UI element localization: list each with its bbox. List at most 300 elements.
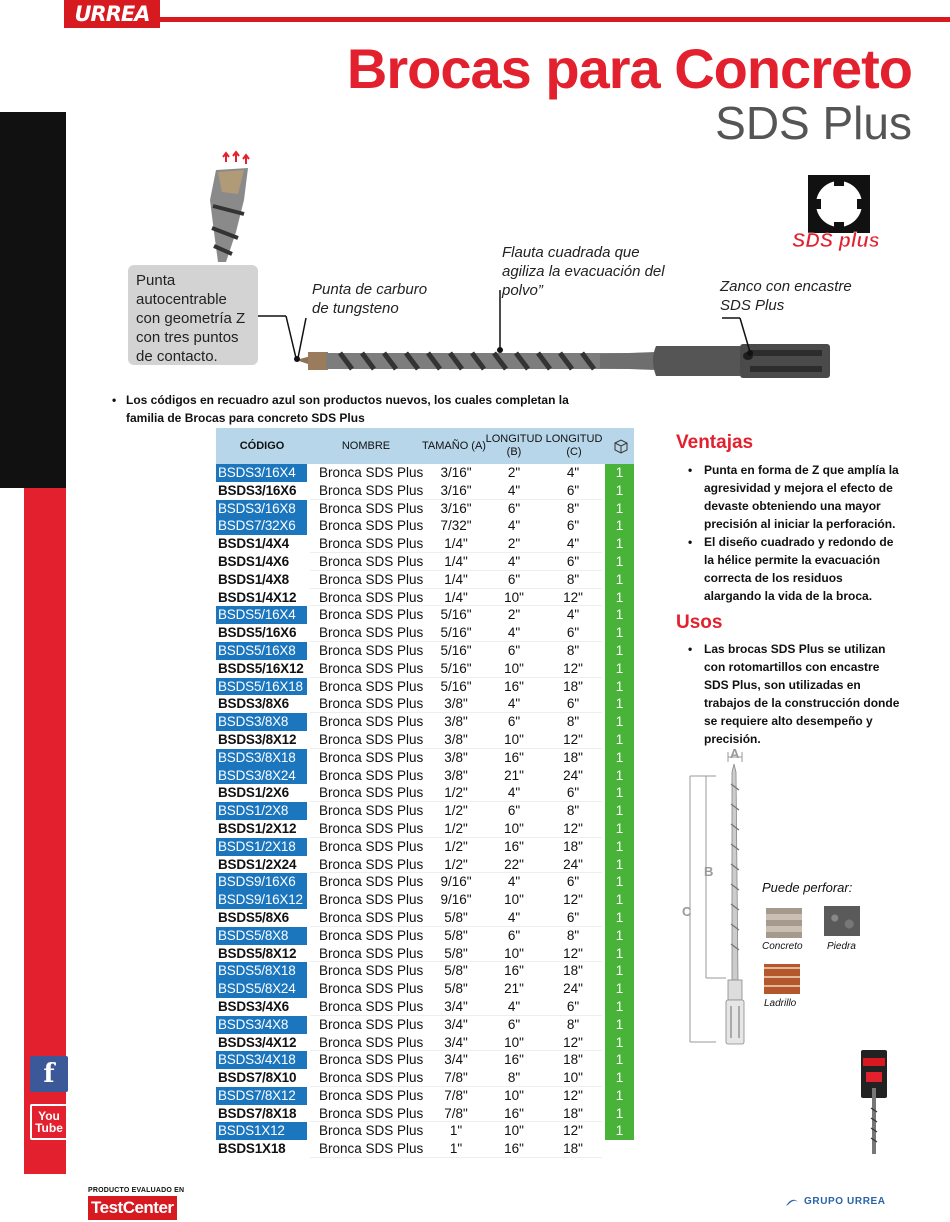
product-length-c: 18" (563, 963, 583, 979)
product-size: 1/2" (444, 838, 468, 854)
product-length-c: 8" (566, 571, 580, 587)
product-box-qty: 1 (605, 998, 634, 1016)
product-code: BSDS3/4X18 (216, 1051, 307, 1069)
product-length-c: 6" (566, 696, 580, 712)
dimension-diagram (676, 744, 776, 1084)
product-code: BSDS3/4X8 (216, 1016, 307, 1034)
product-size: 1/2" (444, 856, 468, 872)
table-row (216, 553, 634, 571)
material-label: Piedra (827, 941, 856, 952)
product-size: 1/2" (444, 785, 468, 801)
product-length-c: 8" (566, 714, 580, 730)
product-name: Bronca SDS Plus (319, 714, 424, 730)
grupo-urrea-icon (784, 1196, 800, 1210)
product-code: BSDS5/8X6 (218, 909, 289, 925)
table-row (216, 1140, 634, 1158)
product-name: Bronca SDS Plus (319, 874, 424, 890)
brick-icon (764, 964, 800, 994)
product-code: BSDS9/16X6 (216, 873, 307, 891)
product-size: 1/4" (444, 589, 468, 605)
product-size: 3/4" (444, 998, 468, 1014)
product-length-b: 6" (507, 803, 521, 819)
product-name: Bronca SDS Plus (319, 820, 424, 836)
table-row (216, 873, 634, 891)
product-length-c: 18" (563, 838, 583, 854)
table-row (216, 535, 634, 553)
product-name: Bronca SDS Plus (319, 945, 424, 961)
product-size: 1/2" (444, 820, 468, 836)
usos-title: Usos (676, 612, 723, 633)
table-row (216, 927, 634, 945)
product-code: BSDS3/16X6 (218, 482, 297, 498)
table-row (216, 1051, 634, 1069)
product-package-icon (860, 1048, 888, 1158)
product-box-qty: 1 (605, 464, 634, 482)
product-code: BSDS3/8X6 (218, 696, 289, 712)
sds-plus-logo (790, 175, 902, 255)
tip-detail-icon (210, 152, 249, 262)
product-name: Bronca SDS Plus (319, 553, 424, 569)
product-length-b: 10" (504, 945, 524, 961)
product-box-qty: 1 (605, 695, 634, 713)
ventajas-item: • El diseño cuadrado y redondo de la hélice permite la evacuación correcta de los residuos alargando la vida de la broca. (688, 533, 903, 605)
product-size: 5/8" (444, 981, 468, 997)
product-name: Bronca SDS Plus (319, 838, 424, 854)
product-length-c: 18" (563, 749, 583, 765)
product-length-c: 6" (566, 482, 580, 498)
product-box-qty: 1 (605, 1034, 634, 1052)
product-length-c: 6" (566, 785, 580, 801)
product-name: Bronca SDS Plus (319, 589, 424, 605)
product-size: 5/8" (444, 909, 468, 925)
product-size: 7/8" (444, 1087, 468, 1103)
product-code: BSDS1/2X12 (218, 820, 297, 836)
product-length-c: 6" (566, 998, 580, 1014)
product-length-c: 18" (563, 1052, 583, 1068)
facebook-icon[interactable]: f (30, 1056, 68, 1092)
product-box-qty: 1 (605, 571, 634, 589)
product-code: BSDS3/8X18 (216, 749, 307, 767)
new-products-note (112, 391, 592, 427)
product-box-qty: 1 (605, 1087, 634, 1105)
product-box-qty: 1 (605, 482, 634, 500)
product-size: 3/16" (440, 465, 472, 480)
product-box-qty: 1 (605, 909, 634, 927)
product-name: Bronca SDS Plus (319, 927, 424, 943)
youtube-you: You (38, 1109, 60, 1123)
product-name: Bronca SDS Plus (319, 892, 424, 908)
product-name: Bronca SDS Plus (319, 642, 424, 658)
product-box-qty: 1 (605, 873, 634, 891)
product-length-b: 16" (504, 838, 524, 854)
product-length-b: 4" (507, 874, 521, 890)
product-length-c: 4" (566, 607, 580, 623)
product-size: 5/16" (440, 678, 472, 694)
product-size: 9/16" (440, 892, 472, 908)
product-box-qty: 1 (605, 606, 634, 624)
product-name: Bronca SDS Plus (319, 731, 424, 747)
product-length-c: 6" (566, 874, 580, 890)
product-name: Bronca SDS Plus (319, 660, 424, 676)
col-length-b: LONGITUD (B) (485, 433, 543, 458)
product-length-c: 12" (563, 945, 583, 961)
note-text: Los códigos en recuadro azul son productos nuevos, los cuales completan la familia de Brocas para concreto SDS Plus (126, 393, 569, 425)
table-row (216, 891, 634, 909)
product-code: BSDS5/16X12 (218, 660, 304, 676)
product-code: BSDS1/4X8 (218, 571, 289, 587)
product-name: Bronca SDS Plus (319, 536, 424, 552)
product-table-header (216, 428, 634, 464)
product-box-qty: 1 (605, 927, 634, 945)
product-length-c: 12" (563, 820, 583, 836)
product-length-b: 16" (504, 678, 524, 694)
table-row (216, 660, 634, 678)
product-length-c: 8" (566, 927, 580, 943)
note-bullet: • (112, 393, 117, 407)
product-box-qty: 1 (605, 784, 634, 802)
product-length-b: 16" (504, 1052, 524, 1068)
table-row (216, 606, 634, 624)
table-row (216, 838, 634, 856)
table-row (216, 624, 634, 642)
product-size: 3/4" (444, 1034, 468, 1050)
product-name: Bronca SDS Plus (319, 749, 424, 765)
product-length-b: 10" (504, 1087, 524, 1103)
product-size: 1/4" (444, 571, 468, 587)
product-length-b: 6" (507, 571, 521, 587)
product-size: 1/2" (444, 803, 468, 819)
table-row (216, 1016, 634, 1034)
product-box-qty: 1 (605, 713, 634, 731)
product-name: Bronca SDS Plus (319, 696, 424, 712)
product-size: 7/32" (440, 518, 472, 534)
product-name: Bronca SDS Plus (319, 963, 424, 979)
product-length-b: 16" (504, 963, 524, 979)
product-length-c: 6" (566, 553, 580, 569)
product-name: Bronca SDS Plus (319, 1034, 424, 1050)
product-name: Bronca SDS Plus (319, 1105, 424, 1121)
product-length-c: 12" (563, 731, 583, 747)
product-code: BSDS1/4X6 (218, 553, 289, 569)
product-length-b: 10" (504, 589, 524, 605)
product-name: Bronca SDS Plus (319, 465, 424, 480)
product-code: BSDS1/2X8 (216, 802, 307, 820)
product-length-b: 4" (507, 696, 521, 712)
product-box-qty: 1 (605, 820, 634, 838)
product-size: 3/8" (444, 714, 468, 730)
table-row (216, 713, 634, 731)
callout-flute: Flauta cuadrada que agiliza la evacuación del polvo” (502, 244, 665, 299)
product-length-b: 8" (507, 1070, 521, 1086)
product-length-b: 4" (507, 518, 521, 534)
product-size: 7/8" (444, 1070, 468, 1086)
product-size: 5/8" (444, 927, 468, 943)
product-box-qty: 1 (605, 535, 634, 553)
product-name: Bronca SDS Plus (319, 1070, 424, 1086)
product-length-b: 6" (507, 642, 521, 658)
product-code: BSDS1X12 (216, 1122, 307, 1140)
table-row (216, 749, 634, 767)
product-length-c: 6" (566, 518, 580, 534)
product-box-qty: 1 (605, 1122, 634, 1140)
product-code: BSDS1/2X18 (216, 838, 307, 856)
product-name: Bronca SDS Plus (319, 482, 424, 498)
product-length-b: 16" (504, 749, 524, 765)
product-code: BSDS7/32X6 (216, 517, 307, 535)
product-size: 3/4" (444, 1016, 468, 1032)
product-name: Bronca SDS Plus (319, 571, 424, 587)
product-length-c: 8" (566, 1016, 580, 1032)
product-name: Bronca SDS Plus (319, 856, 424, 872)
table-row (216, 695, 634, 713)
product-name: Bronca SDS Plus (319, 1123, 424, 1139)
product-name: Bronca SDS Plus (319, 1016, 424, 1032)
product-length-c: 12" (563, 660, 583, 676)
product-box-qty: 1 (605, 891, 634, 909)
product-box-qty: 1 (605, 1105, 634, 1123)
product-length-c: 24" (563, 856, 583, 872)
callout-shank: Zanco con encastre SDS Plus (720, 278, 852, 314)
table-row (216, 980, 634, 998)
product-size: 5/16" (440, 625, 472, 641)
table-row (216, 1122, 634, 1140)
product-box-qty: 1 (605, 553, 634, 571)
product-size: 7/8" (444, 1105, 468, 1121)
product-size: 1/4" (444, 553, 468, 569)
product-box-qty: 1 (605, 980, 634, 998)
product-length-b: 10" (504, 1123, 524, 1139)
product-code: BSDS1/4X12 (218, 589, 297, 605)
product-length-b: 10" (504, 820, 524, 836)
table-row (216, 856, 634, 874)
product-code: BSDS9/16X12 (216, 891, 307, 909)
ventajas-list (688, 461, 903, 605)
product-size: 1" (449, 1123, 463, 1139)
header-rule (160, 17, 950, 22)
table-row (216, 571, 634, 589)
product-box-qty: 1 (605, 589, 634, 607)
product-length-b: 4" (507, 625, 521, 641)
product-size: 5/8" (444, 945, 468, 961)
product-code: BSDS5/8X18 (216, 962, 307, 980)
product-box-qty: 1 (605, 660, 634, 678)
product-name: Bronca SDS Plus (319, 607, 424, 623)
product-length-c: 8" (566, 803, 580, 819)
product-name: Bronca SDS Plus (319, 1141, 424, 1157)
product-length-b: 2" (507, 465, 521, 480)
product-name: Bronca SDS Plus (319, 1052, 424, 1068)
table-row (216, 767, 634, 785)
product-box-qty: 1 (605, 962, 634, 980)
product-length-c: 6" (566, 909, 580, 925)
table-row (216, 589, 634, 607)
product-code: BSDS3/8X12 (218, 731, 297, 747)
product-box-qty: 1 (605, 731, 634, 749)
product-length-c: 12" (563, 1034, 583, 1050)
product-length-b: 2" (507, 536, 521, 552)
product-size: 3/8" (444, 749, 468, 765)
product-length-b: 6" (507, 500, 521, 516)
product-size: 3/8" (444, 731, 468, 747)
ventajas-title: Ventajas (676, 432, 754, 453)
product-code: BSDS5/16X6 (218, 625, 297, 641)
product-length-c: 18" (563, 1141, 583, 1157)
product-code: BSDS5/16X4 (216, 606, 307, 624)
product-length-c: 4" (566, 465, 580, 480)
product-code: BSDS3/4X12 (218, 1034, 297, 1050)
table-row (216, 945, 634, 963)
product-box-qty: 1 (605, 642, 634, 660)
product-name: Bronca SDS Plus (319, 909, 424, 925)
product-length-b: 4" (507, 482, 521, 498)
product-length-c: 6" (566, 625, 580, 641)
product-box-qty (605, 1140, 634, 1158)
table-row (216, 784, 634, 802)
product-length-b: 10" (504, 1034, 524, 1050)
table-row (216, 1087, 634, 1105)
product-length-c: 12" (563, 1123, 583, 1139)
testcenter-logo: TestCenter (88, 1196, 177, 1220)
col-code: CÓDIGO (239, 439, 285, 452)
product-length-c: 10" (563, 1070, 583, 1086)
sds-logo-text: SDS plus (792, 230, 880, 252)
page-title: Brocas para Concreto (346, 37, 912, 100)
product-code: BSDS3/16X8 (216, 500, 307, 518)
table-row (216, 482, 634, 500)
product-code: BSDS3/16X4 (216, 464, 307, 482)
product-length-b: 16" (504, 1141, 524, 1157)
product-size: 5/16" (440, 660, 472, 676)
product-code: BSDS1/4X4 (218, 536, 289, 552)
table-row (216, 517, 634, 535)
product-code: BSDS5/8X12 (218, 945, 297, 961)
product-length-b: 10" (504, 892, 524, 908)
product-box-qty: 1 (605, 767, 634, 785)
table-row (216, 642, 634, 660)
product-code: BSDS1/2X6 (218, 785, 289, 801)
product-length-c: 12" (563, 589, 583, 605)
product-name: Bronca SDS Plus (319, 981, 424, 997)
product-code: BSDS1X18 (218, 1141, 286, 1157)
product-length-b: 6" (507, 714, 521, 730)
product-length-b: 21" (504, 767, 524, 783)
product-length-b: 16" (504, 1105, 524, 1121)
product-name: Bronca SDS Plus (319, 625, 424, 641)
table-row (216, 500, 634, 518)
product-length-b: 4" (507, 785, 521, 801)
table-row (216, 820, 634, 838)
col-size: TAMAÑO (A) (422, 439, 486, 452)
product-length-b: 21" (504, 981, 524, 997)
product-code: BSDS5/16X18 (216, 678, 307, 696)
usos-item: • Las brocas SDS Plus se utilizan con rotomartillos con encastre SDS Plus, son utilizadas en trabajos de la construcción donde se requiere alto desempeño y precisión. (688, 640, 903, 748)
callout-tip: Punta autocentrable con geometría Z con tres puntos de contacto. (128, 265, 258, 365)
product-length-b: 10" (504, 731, 524, 747)
product-box-qty: 1 (605, 678, 634, 696)
table-row (216, 464, 634, 482)
product-name: Bronca SDS Plus (319, 678, 424, 694)
product-code: BSDS5/8X8 (216, 927, 307, 945)
callout-carbide: Punta de carburo de tungsteno (312, 281, 428, 317)
material-label: Ladrillo (764, 998, 797, 1009)
product-code: BSDS7/8X10 (218, 1070, 297, 1086)
product-table-body (216, 464, 634, 1158)
product-code: BSDS3/4X6 (218, 998, 289, 1014)
youtube-icon[interactable] (30, 1104, 68, 1140)
product-size: 9/16" (440, 874, 472, 890)
product-size: 3/4" (444, 1052, 468, 1068)
product-size: 5/16" (440, 607, 472, 623)
product-code: BSDS7/8X12 (216, 1087, 307, 1105)
product-name: Bronca SDS Plus (319, 998, 424, 1014)
product-box-qty: 1 (605, 838, 634, 856)
product-length-b: 6" (507, 927, 521, 943)
ventajas-item: • Punta en forma de Z que amplía la agresividad y mejora el efecto de devaste obteniendo una mayor precisión al iniciar la perforación. (688, 461, 903, 533)
product-code: BSDS7/8X18 (218, 1105, 297, 1121)
table-row (216, 1105, 634, 1123)
product-box-qty: 1 (605, 749, 634, 767)
urrea-logo: URREA (64, 0, 160, 28)
product-name: Bronca SDS Plus (319, 1087, 424, 1103)
product-box-qty: 1 (605, 1051, 634, 1069)
product-box-qty: 1 (605, 802, 634, 820)
col-name: NOMBRE (341, 439, 391, 452)
table-row (216, 802, 634, 820)
product-length-b: 4" (507, 909, 521, 925)
youtube-tube: Tube (35, 1121, 63, 1135)
product-name: Bronca SDS Plus (319, 803, 424, 819)
product-size: 5/16" (440, 642, 472, 658)
table-row (216, 678, 634, 696)
box-icon (608, 428, 634, 464)
page-subtitle: SDS Plus (715, 97, 912, 149)
product-size: 3/8" (444, 696, 468, 712)
product-name: Bronca SDS Plus (319, 767, 424, 783)
concrete-icon (766, 908, 802, 938)
usos-list (688, 640, 903, 748)
product-length-b: 6" (507, 1016, 521, 1032)
product-size: 3/16" (440, 500, 472, 516)
product-name: Bronca SDS Plus (319, 500, 424, 516)
table-row (216, 1034, 634, 1052)
grupo-urrea-logo: GRUPO URREA (804, 1196, 886, 1207)
evaluated-label: PRODUCTO EVALUADO EN (88, 1187, 185, 1194)
product-length-c: 24" (563, 981, 583, 997)
product-length-b: 22" (504, 856, 524, 872)
product-box-qty: 1 (605, 1016, 634, 1034)
product-name: Bronca SDS Plus (319, 518, 424, 534)
product-size: 3/16" (440, 482, 472, 498)
perforar-label: Puede perforar: (762, 880, 853, 895)
product-length-c: 18" (563, 1105, 583, 1121)
product-length-b: 4" (507, 553, 521, 569)
product-size: 3/8" (444, 767, 468, 783)
table-row (216, 1069, 634, 1087)
product-length-c: 18" (563, 678, 583, 694)
product-code: BSDS3/8X8 (216, 713, 307, 731)
product-length-b: 10" (504, 660, 524, 676)
product-length-b: 2" (507, 607, 521, 623)
product-box-qty: 1 (605, 1069, 634, 1087)
product-size: 1" (449, 1141, 463, 1157)
stone-icon (824, 906, 860, 936)
product-box-qty: 1 (605, 500, 634, 518)
table-row (216, 962, 634, 980)
product-length-c: 8" (566, 642, 580, 658)
product-length-c: 12" (563, 892, 583, 908)
product-length-c: 12" (563, 1087, 583, 1103)
product-code: BSDS1/2X24 (218, 856, 297, 872)
